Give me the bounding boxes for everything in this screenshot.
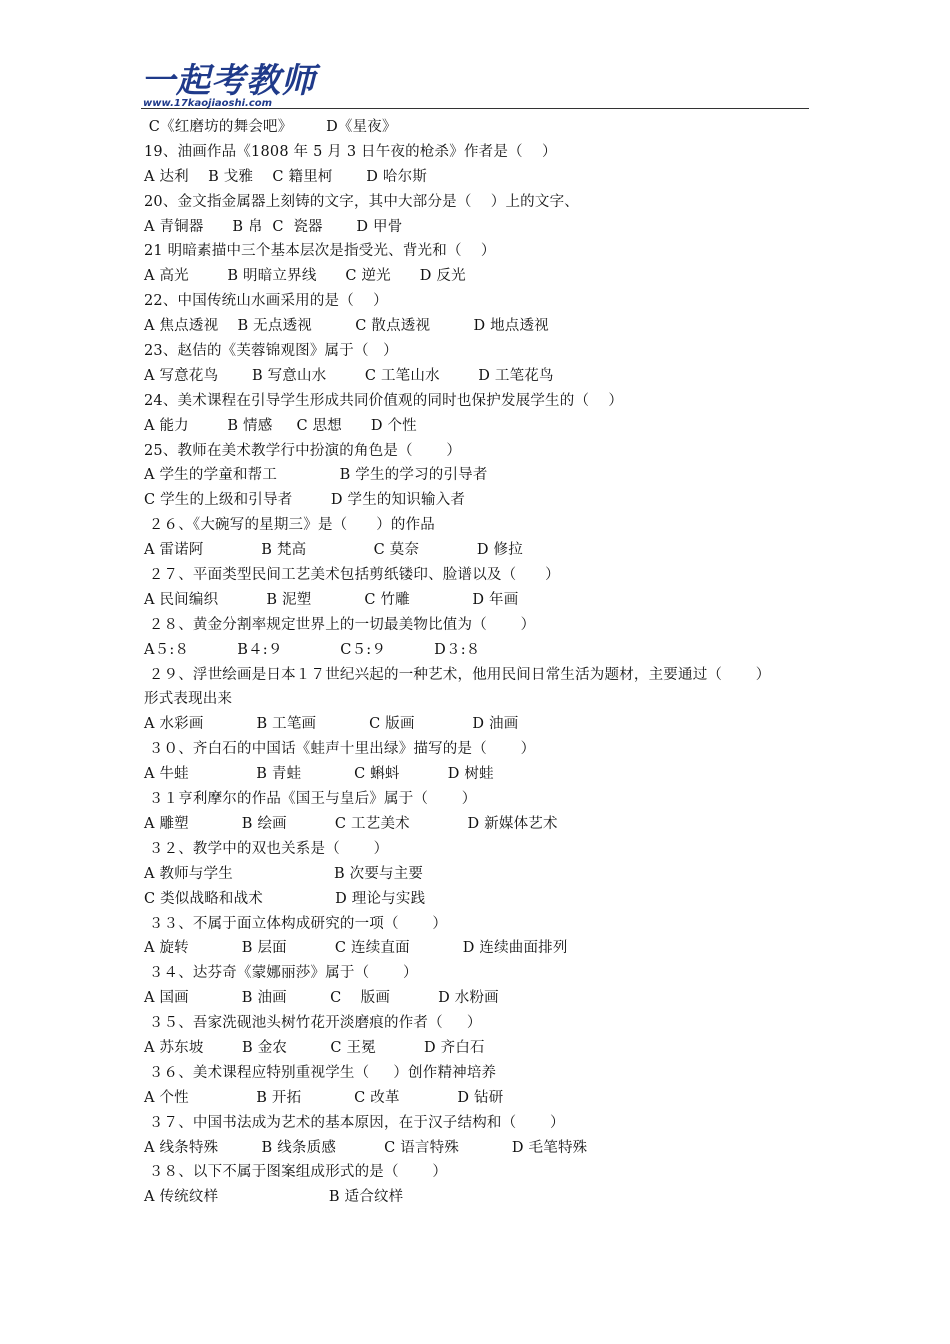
text-line: A 青铜器 B 帛 C 瓷器 D 甲骨 [144,218,403,235]
text-line: ３３、不属于面立体构成研究的一项（ ） [144,915,448,932]
text-line: 形式表现出来 [144,691,233,708]
text-line: A 个性 B 开拓 C 改革 D 钻研 [144,1089,504,1106]
site-logo: 一起考教师 [141,61,316,101]
page-header [141,62,809,112]
text-line: A 线条特殊 B 线条质感 C 语言特殊 D 毛笔特殊 [144,1139,588,1156]
text-line: A 传统纹样 B 适合纹样 [144,1189,404,1206]
text-line: C《红磨坊的舞会吧》 D《星夜》 [144,119,397,135]
text-line: A 能力 B 情感 C 思想 D 个性 [144,417,417,434]
text-line: A 雷诺阿 B 梵高 C 莫奈 D 修拉 [144,542,523,559]
text-line: A 焦点透视 B 无点透视 C 散点透视 D 地点透视 [144,318,549,335]
text-line: A 雕塑 B 绘画 C 工艺美术 D 新媒体艺术 [144,815,558,832]
text-line: 20、金文指金属器上刻铸的文字，其中大部分是（ ）上的文字、 [144,193,579,210]
text-line: A 牛蛙 B 青蛙 C 蝌蚪 D 树蛙 [144,766,494,783]
text-line: 23、赵佶的《芙蓉锦观图》属于（ ） [144,343,398,360]
text-line: C 学生的上级和引导者 D 学生的知识输入者 [144,492,466,509]
text-line: 22、中国传统山水画采用的是（ ） [144,293,388,310]
text-line: A 写意花鸟 B 写意山水 C 工笔山水 D 工笔花鸟 [144,367,554,384]
text-line: A 民间编织 B 泥塑 C 竹雕 D 年画 [144,591,519,608]
text-line: A 达利 B 戈雅 C 籍里柯 D 哈尔斯 [144,168,428,185]
text-line: A 高光 B 明暗立界线 C 逆光 D 反光 [144,268,466,285]
text-line: ２７、平面类型民间工艺美术包括剪纸镂印、脸谱以及（ ） [144,567,560,584]
text-line: 19、油画作品《1808 年 5 月 3 日午夜的枪杀》作者是（ ） [144,143,557,160]
text-line: A 旋转 B 层面 C 连续直面 D 连续曲面排列 [144,940,568,957]
text-line: ３７、中国书法成为艺术的基本原因，在于汉子结构和（ ） [144,1114,565,1131]
text-line: ３５、吾家洗砚池头树竹花开淡磨痕的作者（ ） [144,1015,482,1032]
text-line: A 苏东坡 B 金农 C 王冕 D 齐白石 [144,1039,485,1056]
text-line: A５:８ B４:９ C５:９ D３:８ [144,641,481,658]
site-url: www.17kaojiaoshi.com [143,98,273,109]
text-line: C 类似战略和战术 D 理论与实践 [144,890,426,907]
text-line: A 国画 B 油画 C 版画 D 水粉画 [144,990,499,1007]
text-line: ３８、以下不属于图案组成形式的是（ ） [144,1164,448,1181]
text-line: ３２、教学中的双也关系是（ ） [144,840,389,857]
text-line: ３６、美术课程应特别重视学生（ ）创作精神培养 [144,1064,497,1081]
text-line: ３１亨利摩尔的作品《国王与皇后》属于（ ） [144,791,477,808]
text-line: 21 明暗素描中三个基本层次是指受光、背光和（ ） [144,243,496,260]
text-line: ３４、达芬奇《蒙娜丽莎》属于（ ） [144,965,418,982]
text-line: ２６、《大碗写的星期三》是（ ）的作品 [144,517,436,534]
text-line: 25、教师在美术教学行中扮演的角色是（ ） [144,442,462,459]
question-list [144,115,814,1210]
text-line: A 水彩画 B 工笔画 C 版画 D 油画 [144,716,519,733]
header-divider [141,108,809,109]
text-line: ２９、浮世绘画是日本１７世纪兴起的一种艺术，他用民间日常生活为题材，主要通过（ ） [144,666,771,683]
text-line: 24、美术课程在引导学生形成共同价值观的同时也保护发展学生的（ ） [144,392,624,409]
text-line: A 教师与学生 B 次要与主要 [144,865,424,882]
text-line: ３０、齐白石的中国话《蛙声十里出绿》描写的是（ ） [144,741,536,758]
text-line: A 学生的学童和帮工 B 学生的学习的引导者 [144,467,488,484]
text-line: ２８、黄金分割率规定世界上的一切最美物比值为（ ） [144,616,536,633]
